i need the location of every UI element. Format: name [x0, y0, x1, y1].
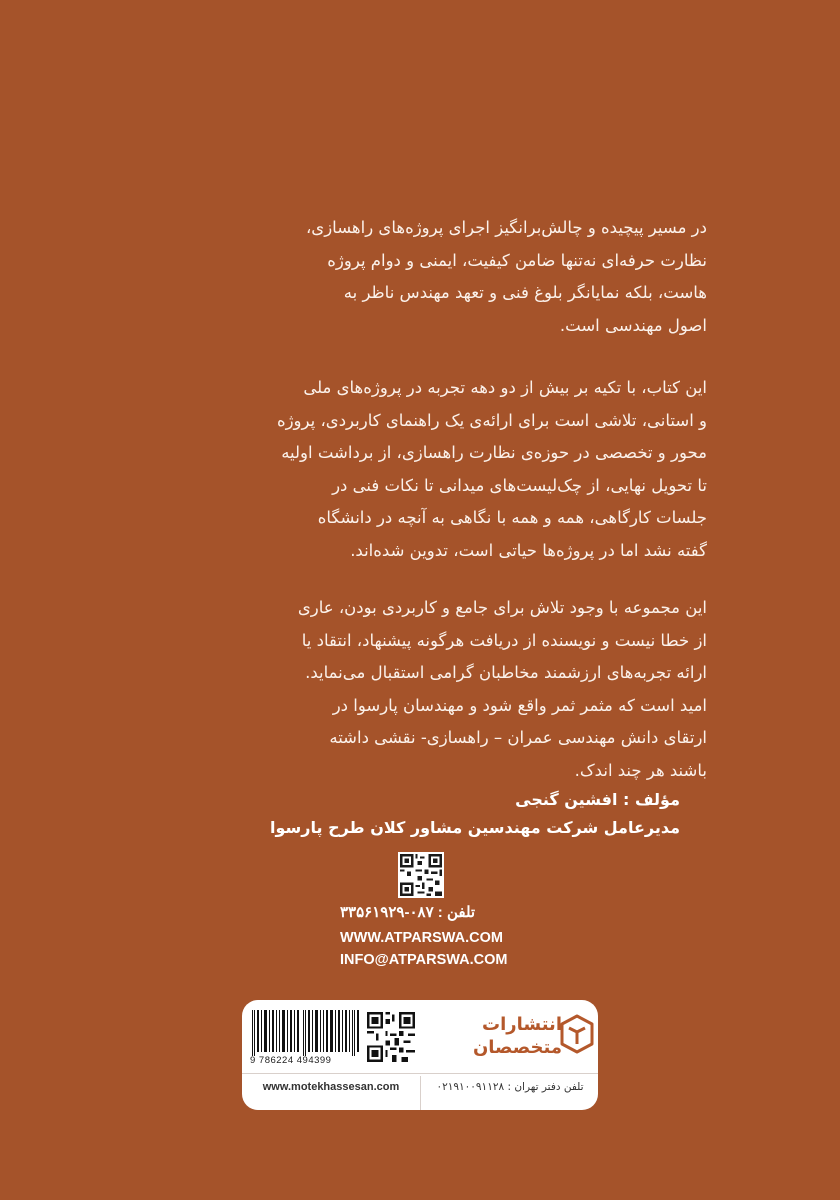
email-address[interactable]: INFO@ATPARSWA.COM: [340, 952, 508, 968]
text-line: محور و تخصصی در حوزه‌ی نظارت راهسازی، از برداشت اولیه: [281, 443, 707, 463]
publisher-logo-icon: [560, 1014, 594, 1054]
divider: [420, 1076, 421, 1110]
text-line: جلسات کارگاهی، همه و همه با نگاهی به آنچه در دانشگاه: [317, 508, 707, 528]
text-line: از خطا نیست و نویسنده از دریافت هرگونه پیشنهاد، انتقاد یا: [301, 630, 707, 650]
paragraph-intro: [175, 212, 707, 342]
text-line: نظارت حرفه‌ای نه‌تنها ضامن کیفیت، ایمنی و دوام پروژه: [327, 250, 707, 270]
text-line: این کتاب، با تکیه بر بیش از دو دهه تجربه در پروژه‌های ملی: [303, 378, 707, 397]
text-line: امید است که مثمر ثمر واقع شود و مهندسان پارسوا در: [332, 695, 707, 715]
publisher-name-line2: متخصصان: [472, 1037, 562, 1058]
phone-number: تلفن : ۰۸۷-۳۳۵۶۱۹۲۹: [340, 904, 476, 921]
text-line: گفته نشد اما در پروژه‌ها حیاتی است، تدوین شده‌اند.: [350, 540, 707, 560]
text-line: این مجموعه با وجود تلاش برای جامع و کاربردی بودن، عاری: [297, 598, 707, 617]
divider: [242, 1073, 598, 1074]
text-line: ارائه تجربه‌های ارزشمند مخاطبان گرامی استقبال می‌نماید.: [305, 663, 707, 683]
text-line: تا تحویل نهایی، از چک‌لیست‌های میدانی تا نکات فنی در: [332, 475, 707, 495]
text-line: ارتقای دانش مهندسی عمران – راهسازی- نقشی داشته: [329, 728, 707, 748]
text-line: اصول مهندسی است.: [559, 315, 707, 335]
text-line: در مسیر پیچیده و چالش‌برانگیز اجرای پروژه‌های راهسازی،: [305, 218, 707, 237]
text-line: هاست، بلکه نمایانگر بلوغ فنی و تعهد مهندس ناظر به: [343, 283, 707, 303]
text-line: باشند هر چند اندک.: [574, 760, 707, 780]
website-link[interactable]: WWW.ATPARSWA.COM: [340, 930, 503, 946]
publisher-website-link[interactable]: www.motekhassesan.com: [262, 1081, 400, 1093]
author-credit: مؤلف : افشین گنجی: [515, 790, 680, 809]
qr-code-icon: [367, 1012, 415, 1062]
office-phone: تلفن دفتر تهران : ۰۲۱۹۱۰۰۹۱۱۲۸: [436, 1081, 584, 1093]
publisher-logo-text: [432, 1014, 562, 1064]
paragraph-book-description: [175, 372, 707, 568]
text-line: و استانی، تلاشی است برای ارائه‌ی یک راهنمای کاربردی، پروژه: [276, 410, 707, 430]
barcode-icon: [250, 1010, 362, 1056]
publisher-name-line1: انتشارات: [482, 1014, 562, 1035]
paragraph-closing: [175, 592, 707, 788]
author-role: مدیرعامل شرکت مهندسین مشاور کلان طرح پارسوا: [270, 818, 680, 837]
isbn-number: 9 786224 494399: [250, 1055, 332, 1066]
qr-code-icon: [398, 852, 444, 898]
publisher-box: [242, 1000, 598, 1110]
